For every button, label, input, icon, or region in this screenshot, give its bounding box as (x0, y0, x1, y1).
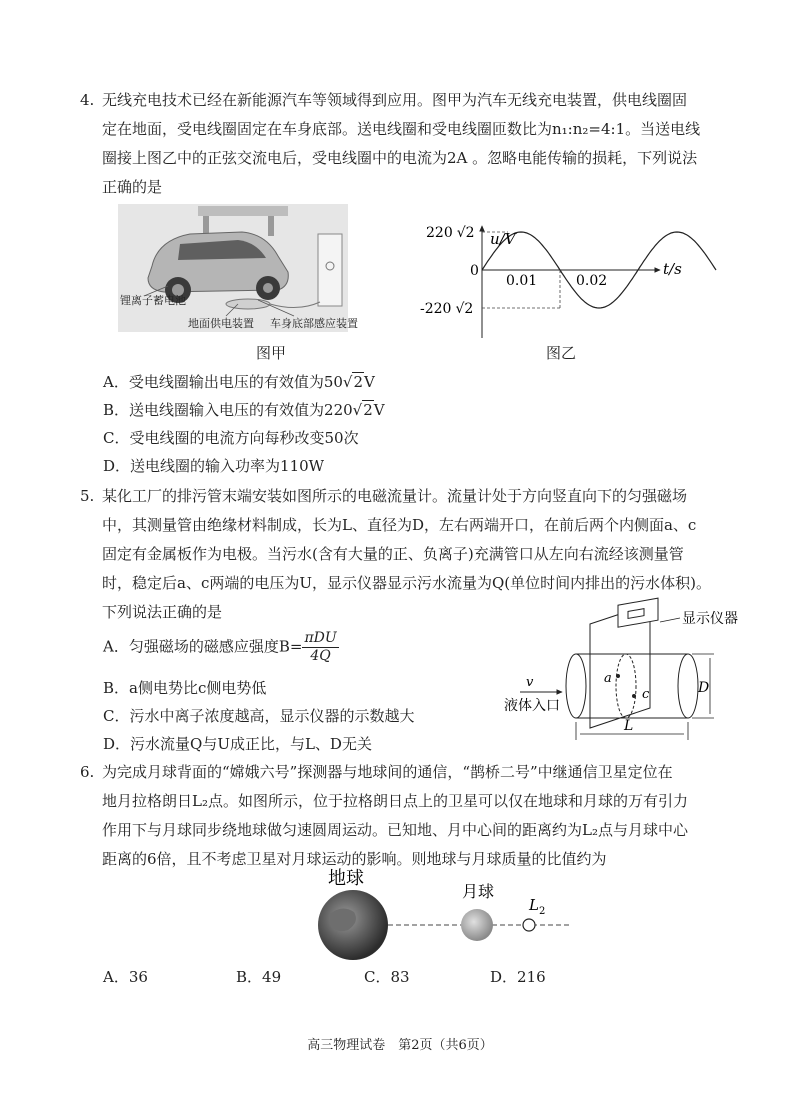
option-b: B．送电线圈输入电压的有效值为220√2V (103, 401, 385, 419)
x-axis-label: t/s (663, 260, 682, 278)
ground-device-label: 地面供电装置 (188, 317, 254, 330)
option-b: B．a侧电势比c侧电势低 (103, 679, 267, 697)
page-footer: 高三物理试卷 第2页（共6页） (307, 1038, 493, 1053)
option-d: D．送电线圈的输入功率为110W (103, 457, 325, 475)
car-bottom-label: 车身底部感应装置 (270, 317, 358, 330)
display-label: 显示仪器 (682, 611, 738, 627)
question-number: 4. (80, 91, 95, 109)
question-text: 为完成月球背面的“嫦娥六号”探测器与地球间的通信，“鹊桥二号”中继通信卫星定位在 (102, 763, 673, 781)
y-min-label: -220 √2 (420, 301, 474, 317)
y-max-label: 220 √2 (426, 225, 475, 241)
question-text: 固定有金属板作为电极。当污水(含有大量的正、负离子)充满管口从左向右流经该测量管 (102, 545, 684, 563)
origin-label: 0 (470, 263, 479, 279)
question-text: 无线充电技术已经在新能源汽车等领域得到应用。图甲为汽车无线充电装置，供电线圈固 (102, 91, 688, 109)
earth-label: 地球 (328, 868, 364, 889)
option-c: C．污水中离子浓度越高，显示仪器的示数越大 (103, 707, 415, 725)
l2-label: $L_2$ (529, 896, 546, 917)
choice-a: A．36 (103, 968, 148, 986)
y-axis-label: u/V (490, 230, 516, 248)
choice-b: B．49 (236, 968, 282, 986)
t2-label: 0.02 (576, 273, 608, 289)
sine-voltage-graph (420, 222, 690, 342)
option-a: A．受电线圈输出电压的有效值为50√2V (103, 373, 375, 391)
question-text: 中，其测量管由绝缘材料制成，长为L、直径为D，左右两端开口，在前后两个内侧面a、c (102, 516, 697, 534)
choice-c: C．83 (364, 968, 410, 986)
t1-label: 0.01 (506, 273, 538, 289)
moon-label: 月球 (462, 882, 495, 901)
question-text: 圈接上图乙中的正弦交流电后，受电线圈中的电流为2A 。忽略电能传输的损耗，下列说法 (102, 149, 698, 167)
question-text: 地月拉格朗日L₂点。如图所示，位于拉格朗日点上的卫星可以仅在地球和月球的万有引力 (102, 792, 688, 810)
question-6 (80, 758, 730, 874)
question-text: 定在地面，受电线圈固定在车身底部。送电线圈和受电线圈匝数比为n₁:n₂=4:1。当送电线 (102, 120, 701, 138)
velocity-label: v (526, 675, 534, 690)
inlet-label: 液体入口 (504, 698, 560, 714)
question-text: 正确的是 (102, 178, 163, 196)
option-c: C．受电线圈的电流方向每秒改变50次 (103, 429, 359, 447)
question-text: 距离的6倍，且不考虑卫星对月球运动的影响。则地球与月球质量的比值约为 (102, 850, 607, 868)
l-label: L (624, 718, 634, 734)
figure-caption-b: 图乙 (546, 344, 577, 362)
battery-label: 锂离子蓄电池 (120, 294, 186, 307)
question-4 (80, 86, 730, 202)
earth-moon-diagram (300, 864, 580, 964)
question-text: 作用下与月球同步绕地球做匀速圆周运动。已知地、月中心间的距离约为L₂点与月球中心 (102, 821, 688, 839)
option-d: D．污水流量Q与U成正比，与L、D无关 (103, 735, 372, 753)
a-label: a (604, 671, 612, 686)
question-text: 某化工厂的排污管末端安装如图所示的电磁流量计。流量计处于方向竖直向下的匀强磁场 (102, 487, 688, 505)
l2-point-icon (523, 919, 535, 931)
flowmeter-diagram (500, 600, 738, 745)
option-a: A．匀强磁场的磁感应强度B= $\frac{\text{πDU}}{4Q}$ (103, 630, 337, 664)
choice-d: D．216 (490, 968, 546, 986)
question-text: 下列说法正确的是 (102, 603, 223, 621)
question-number: 5. (80, 487, 95, 505)
d-label: D (698, 680, 710, 696)
question-number: 6. (80, 763, 95, 781)
moon-icon (461, 909, 493, 941)
c-label: c (642, 687, 650, 702)
figure-caption-a: 图甲 (256, 344, 287, 362)
car-charging-photo (118, 204, 358, 332)
question-text: 时，稳定后a、c两端的电压为U，显示仪器显示污水流量为Q(单位时间内排出的污水体积)。 (102, 574, 711, 592)
